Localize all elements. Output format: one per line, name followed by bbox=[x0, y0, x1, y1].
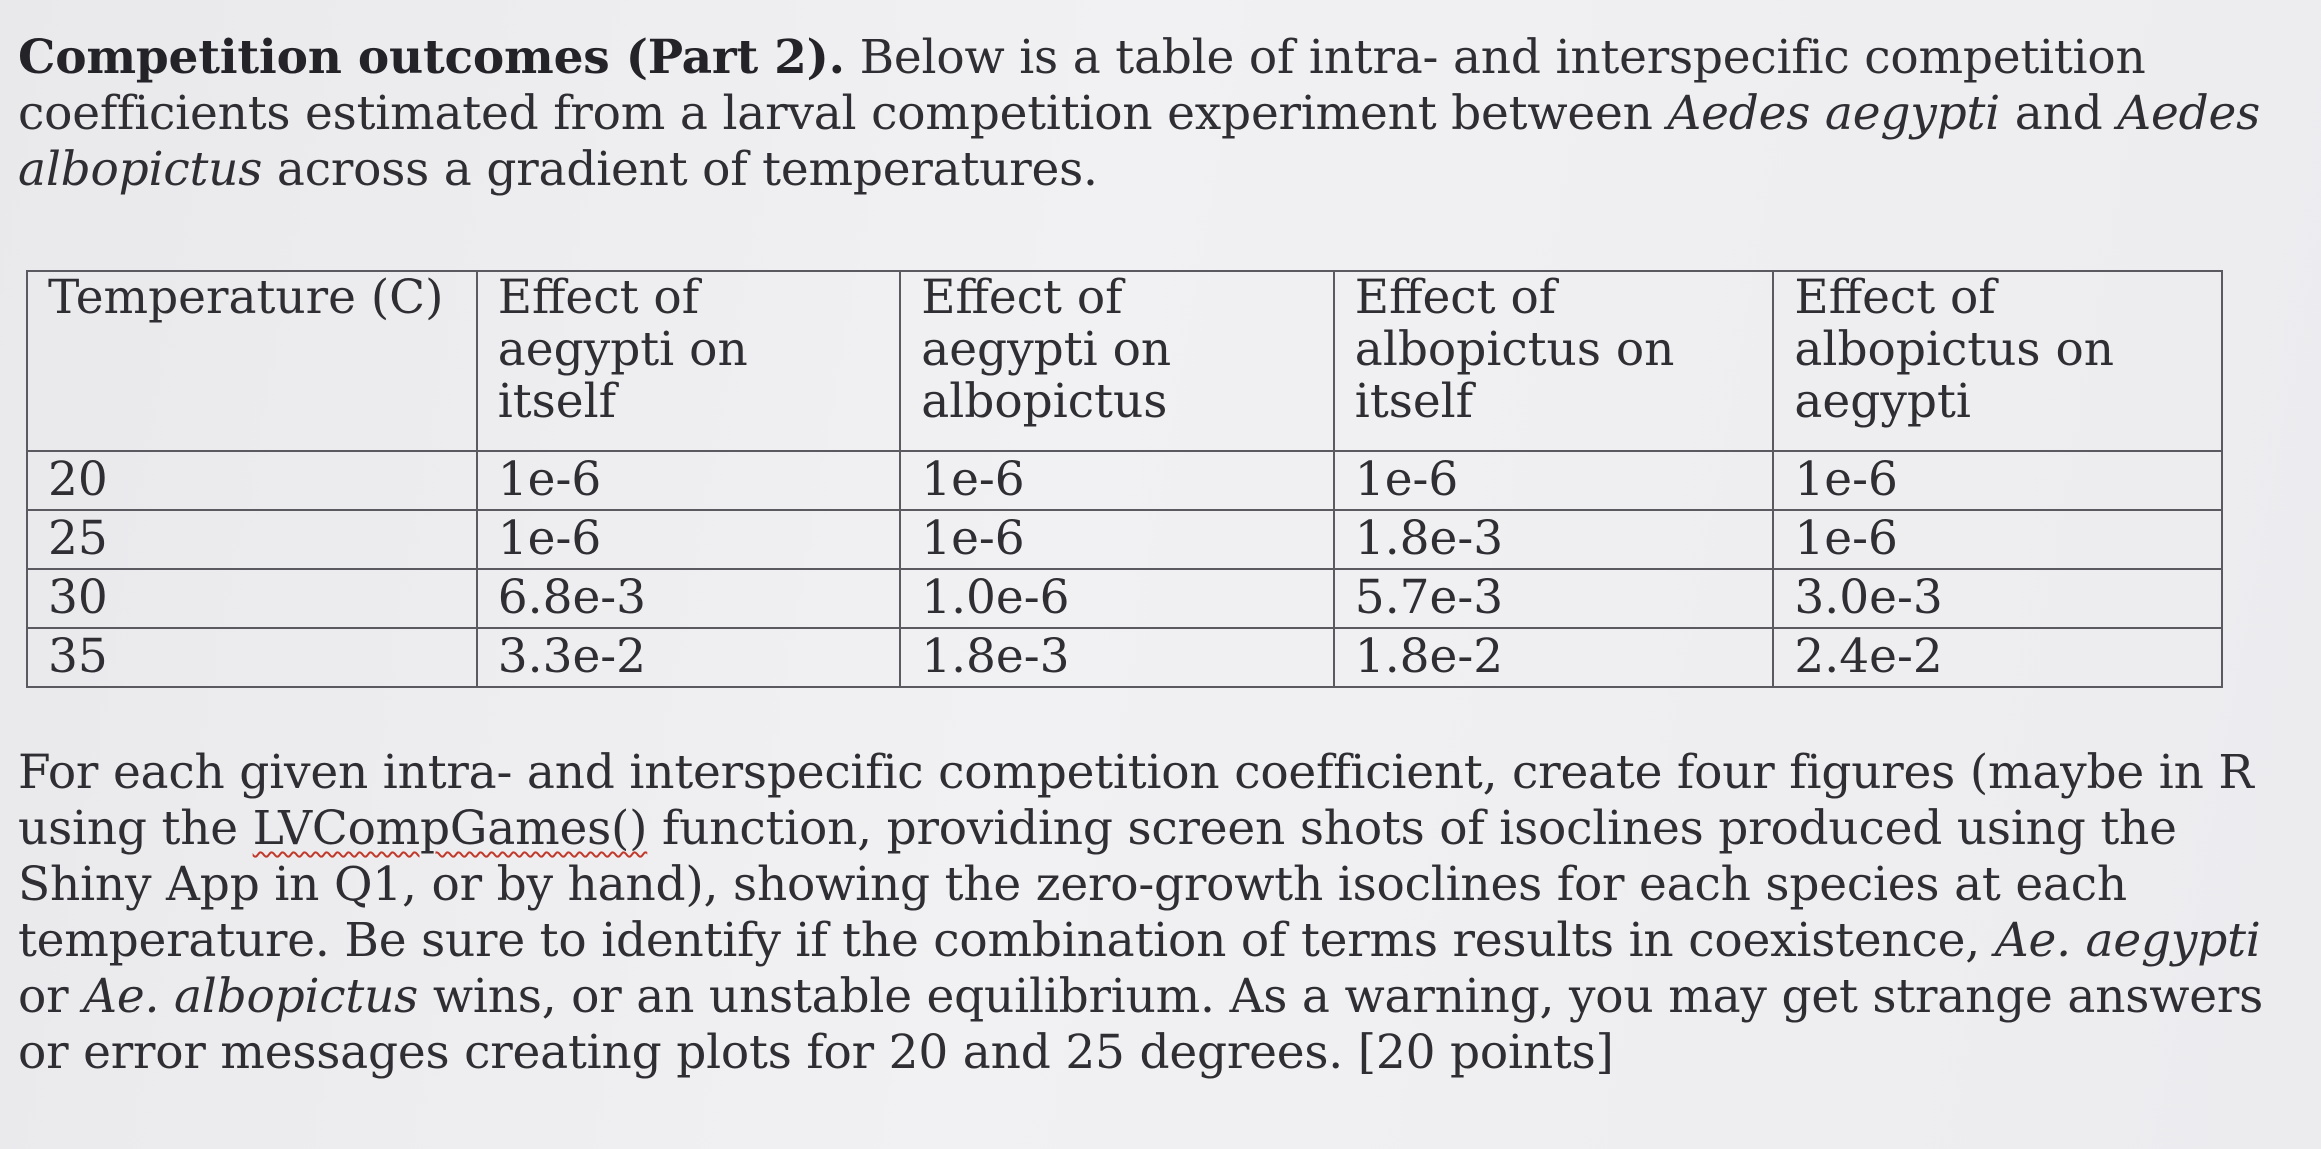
instructions-paragraph bbox=[18, 745, 2298, 1081]
function-name: LVCompGames() bbox=[252, 801, 648, 856]
instructions-text-b: function, providing screen shots of isoclines produced using the Shiny App in Q1, or by hand), showing the zero-growth isoclines for each species at each temperature. Be sure to identify if the combination of terms results in coexistence, bbox=[18, 801, 2177, 968]
competition-coefficient-table bbox=[26, 270, 2223, 688]
table-cell: 1.8e-3 bbox=[900, 628, 1334, 687]
header-aegypti-on-itself: Effect of aegypti on itself bbox=[477, 271, 900, 451]
table-header-row bbox=[27, 271, 2222, 451]
instructions-text-d: wins, or an unstable equilibrium. As a warning, you may get strange answers or error messages creating plots for 20 and 25 degrees. [20 points] bbox=[18, 969, 2264, 1080]
table-cell: 6.8e-3 bbox=[477, 569, 900, 628]
intro-text-c: across a gradient of temperatures. bbox=[262, 142, 1098, 197]
table-row bbox=[27, 510, 2222, 569]
table-row bbox=[27, 569, 2222, 628]
table-cell: 1e-6 bbox=[1334, 451, 1774, 510]
intro-text-a: Below is a table of intra- and interspecific competition coefficients estimated from a larval competition experiment between bbox=[18, 30, 2146, 141]
table-cell: 1.8e-2 bbox=[1334, 628, 1774, 687]
header-albopictus-on-itself: Effect of albopictus on itself bbox=[1334, 271, 1774, 451]
table-cell: 30 bbox=[27, 569, 477, 628]
table-row bbox=[27, 628, 2222, 687]
table-cell: 5.7e-3 bbox=[1334, 569, 1774, 628]
table-cell: 1e-6 bbox=[477, 510, 900, 569]
instructions-text-a: For each given intra- and interspecific competition coefficient, create four figures (maybe in R using the bbox=[18, 745, 2254, 856]
table-cell: 1e-6 bbox=[900, 510, 1334, 569]
species-ae-aegypti: Ae. aegypti bbox=[1994, 913, 2261, 968]
table-cell: 35 bbox=[27, 628, 477, 687]
table-cell: 1.8e-3 bbox=[1334, 510, 1774, 569]
table-cell: 1.0e-6 bbox=[900, 569, 1334, 628]
table-cell: 1e-6 bbox=[477, 451, 900, 510]
table-cell: 3.3e-2 bbox=[477, 628, 900, 687]
species-albopictus: Aedes albopictus bbox=[18, 86, 2261, 197]
instructions-text-c: or bbox=[18, 969, 84, 1024]
section-heading: Competition outcomes (Part 2). bbox=[18, 30, 845, 85]
header-aegypti-on-albopictus: Effect of aegypti on albopictus bbox=[900, 271, 1334, 451]
table-cell: 1e-6 bbox=[1773, 451, 2222, 510]
header-temperature: Temperature (C) bbox=[27, 271, 477, 451]
species-aegypti: Aedes aegypti bbox=[1667, 86, 2001, 141]
table-cell: 25 bbox=[27, 510, 477, 569]
table-cell: 20 bbox=[27, 451, 477, 510]
table-row bbox=[27, 451, 2222, 510]
table-cell: 1e-6 bbox=[900, 451, 1334, 510]
species-ae-albopictus: Ae. albopictus bbox=[83, 969, 419, 1024]
header-albopictus-on-aegypti: Effect of albopictus on aegypti bbox=[1773, 271, 2222, 451]
table-cell: 1e-6 bbox=[1773, 510, 2222, 569]
intro-paragraph bbox=[18, 30, 2298, 198]
table-cell: 2.4e-2 bbox=[1773, 628, 2222, 687]
table-cell: 3.0e-3 bbox=[1773, 569, 2222, 628]
intro-text-b: and bbox=[2000, 86, 2118, 141]
